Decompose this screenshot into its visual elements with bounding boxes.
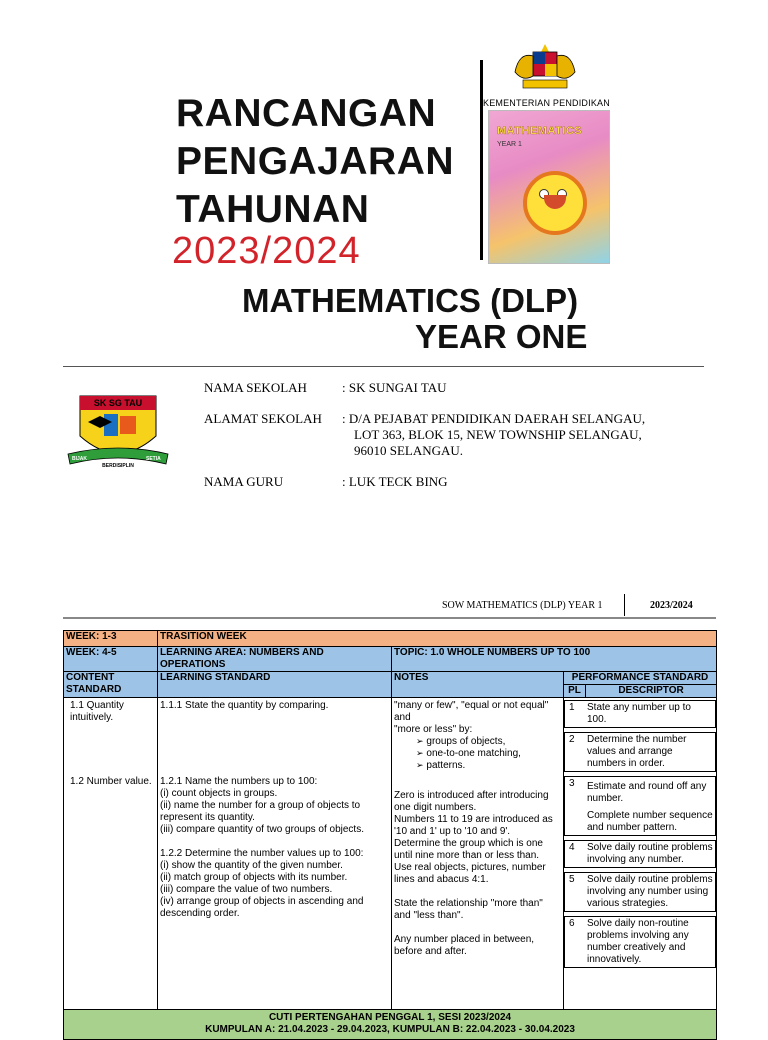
cover-year: 2023/2024 <box>172 230 361 272</box>
sow-header-rule <box>63 617 716 619</box>
learning-standard-1-2-1: 1.2.1 Name the numbers up to 100: <box>160 776 318 787</box>
notes-text: Any number placed in between, before and after. <box>394 934 535 957</box>
school-name-label: NAMA SEKOLAH <box>204 380 307 395</box>
school-address-label: ALAMAT SEKOLAH <box>204 411 322 426</box>
notes-bullet: ➢ groups of objects, <box>416 736 561 748</box>
pl-row: 2 Determine the number values and arrange numbers in order. <box>564 732 716 772</box>
header-pl: PL <box>564 685 586 698</box>
header-learning-standard: LEARNING STANDARD <box>158 672 392 698</box>
school-logo-name: SK SG TAU <box>93 398 143 408</box>
notes-text: Determine the group which is one until nine more than or less than. <box>394 838 543 861</box>
content-standard-cell <box>64 698 158 1010</box>
header-descriptor: DESCRIPTOR <box>586 685 717 698</box>
learning-standard-cell <box>158 698 392 1010</box>
learning-standard-item: (iii) compare the value of two numbers. <box>160 884 333 895</box>
header-content-standard: CONTENT STANDARD <box>64 672 158 698</box>
clock-mascot-icon <box>523 171 587 235</box>
book-title: MATHEMATICS <box>497 125 583 137</box>
notes-text: State the relationship "more than" and "less than". <box>394 898 543 921</box>
pl-row: 6 Solve daily non-routine problems involving any number creatively and innovatively. <box>564 916 716 968</box>
school-logo <box>66 392 170 474</box>
pl-row: 4 Solve daily routine problems involving any number. <box>564 840 716 868</box>
learning-standard-1-2-2: 1.2.2 Determine the number values up to 100: <box>160 848 364 859</box>
learning-standard-item: (ii) match group of objects with its number. <box>160 872 348 883</box>
cover-title-line1: RANCANGAN <box>176 92 437 135</box>
cover-title-line2: PENGAJARAN <box>176 140 455 183</box>
week-cell: WEEK: 1-3 <box>64 631 158 647</box>
header-performance-standard: PERFORMANCE STANDARD <box>564 672 717 685</box>
learning-standard-item: (iv) arrange group of objects in ascending and descending order. <box>160 896 364 919</box>
notes-text: Numbers 11 to 19 are introduced as '10 and 1' up to '10 and 9'. <box>394 814 553 837</box>
notes-bullet: ➢ patterns. <box>416 760 561 772</box>
book-subtitle: YEAR 1 <box>497 141 522 148</box>
week-cell: WEEK: 4-5 <box>64 647 158 672</box>
school-name-value: : SK SUNGAI TAU <box>342 380 447 395</box>
ministry-label: KEMENTERIAN PENDIDIKAN <box>483 98 610 108</box>
school-address-line1: : D/A PEJABAT PENDIDIKAN DAERAH SELANGAU, <box>342 411 646 426</box>
learning-standard-item: (iii) compare quantity of two groups of objects. <box>160 824 364 835</box>
notes-text: Use real objects, pictures, number lines and abacus 4:1. <box>394 862 546 885</box>
topic-cell: TOPIC: 1.0 WHOLE NUMBERS UP TO 100 <box>392 647 717 672</box>
teacher-value: : LUK TECK BING <box>342 474 448 489</box>
sow-header-title: SOW MATHEMATICS (DLP) YEAR 1 <box>442 600 603 611</box>
notes-cell <box>392 698 564 1010</box>
teacher-label: NAMA GURU <box>204 474 284 489</box>
holiday-title: CUTI PERTENGAHAN PENGGAL 1, SESI 2023/2024 <box>268 1012 512 1023</box>
learning-standard-1-1-1: 1.1.1 State the quantity by comparing. <box>160 700 329 711</box>
cover-title-line3: TAHUNAN <box>176 188 370 231</box>
school-logo-motto-right: SETIA <box>146 456 161 462</box>
notes-text: Zero is introduced after introducing one digit numbers. <box>394 790 549 813</box>
content-standard-2: 1.2 Number value. <box>70 776 152 787</box>
week-desc-cell: TRASITION WEEK <box>158 631 717 647</box>
holiday-row <box>64 1010 717 1040</box>
school-address-line3: 96010 SELANGAU. <box>354 443 464 458</box>
pl-row: Complete number sequence and number pattern. <box>564 806 716 836</box>
coat-of-arms-logo <box>505 42 585 96</box>
pl-row: 5 Solve daily routine problems involving any number using various strategies. <box>564 872 716 912</box>
textbook-cover-image <box>488 110 610 264</box>
performance-cell <box>564 698 717 1010</box>
subject-line2: YEAR ONE <box>415 318 588 355</box>
school-logo-motto-bottom: BERDISIPLIN <box>102 463 134 469</box>
pl-row: 3 Estimate and round off any number. <box>564 776 716 806</box>
cover-rule <box>63 366 704 367</box>
holiday-dates: KUMPULAN A: 21.04.2023 - 29.04.2023, KUMPULAN B: 22.04.2023 - 30.04.2023 <box>205 1024 575 1035</box>
sow-header-year: 2023/2024 <box>650 600 693 611</box>
sow-table <box>63 630 717 1040</box>
notes-text: "many or few", "equal or not equal" and <box>394 700 549 723</box>
content-standard-1: 1.1 Quantity intuitively. <box>70 700 124 723</box>
learning-area-cell: LEARNING AREA: NUMBERS AND OPERATIONS <box>158 647 392 672</box>
school-logo-motto-left: BIJAK <box>72 456 88 462</box>
header-notes: NOTES <box>392 672 564 698</box>
school-address-line2: LOT 363, BLOK 15, NEW TOWNSHIP SELANGAU, <box>354 427 642 442</box>
notes-text: "more or less" by: <box>394 724 473 735</box>
learning-standard-item: (i) show the quantity of the given number. <box>160 860 343 871</box>
cover-divider <box>480 60 483 260</box>
notes-bullet: ➢ one-to-one matching, <box>416 748 561 760</box>
sow-header-divider <box>624 594 625 616</box>
learning-standard-item: (i) count objects in groups. <box>160 788 278 799</box>
learning-standard-item: (ii) name the number for a group of objects to represent its quantity. <box>160 800 361 823</box>
subject-line1: MATHEMATICS (DLP) <box>242 282 579 319</box>
pl-row: 1 State any number up to 100. <box>564 700 716 728</box>
